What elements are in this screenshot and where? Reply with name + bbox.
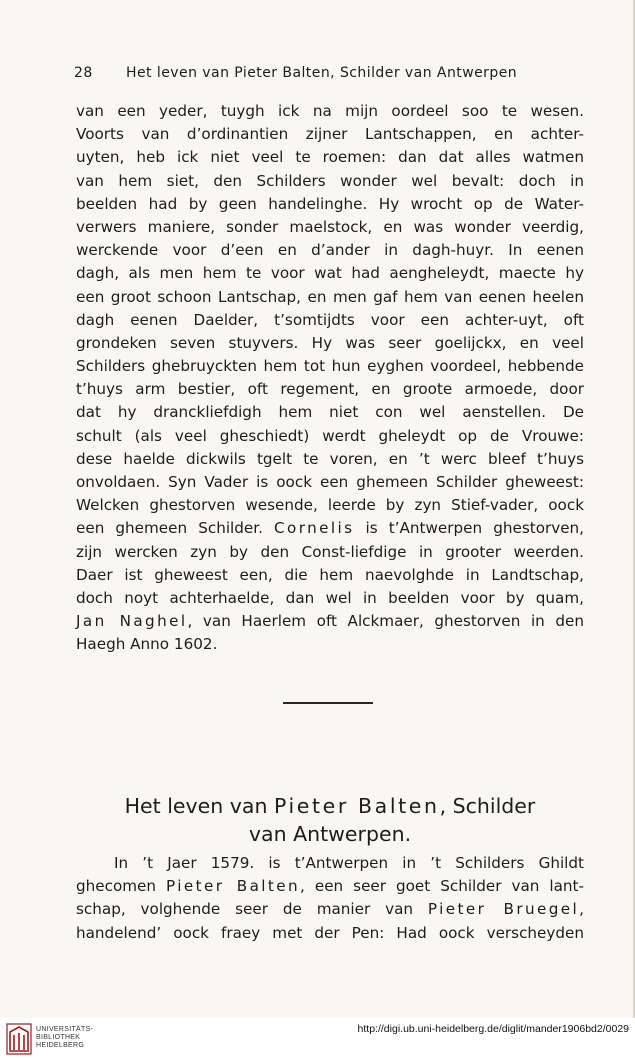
- text-line: handelend’ oock fraey met der Pen: Had oock verscheyden: [76, 923, 584, 942]
- text-line: t’huys arm bestier, oft regement, en groote armoede, door: [76, 380, 584, 399]
- text-run: , Schilder: [439, 794, 536, 818]
- library-name-line: UNIVERSITÄTS-: [36, 1026, 94, 1033]
- library-name-line: HEIDELBERG: [36, 1042, 85, 1049]
- text-line: dat hy dranckliefdigh hem niet con wel aenstellen. De: [76, 403, 584, 422]
- text-run: ,: [579, 900, 584, 919]
- text-line: dese haelde dickwils tgelt te voren, en ’t werc bleef t’huys: [76, 449, 584, 468]
- university-library-logo-icon: [6, 1023, 32, 1055]
- person-name: Cornelis: [274, 519, 355, 538]
- text-line: Welcken ghestorven wesende, leerde by zyn Stief-vader, oock: [76, 496, 584, 515]
- text-line: dagh eenen Daelder, t’somtijdts voor een achter-uyt, oft: [76, 310, 584, 329]
- text-line: schult (als veel gheschiedt) werdt gheleydt op de Vrouwe:: [76, 426, 584, 445]
- text-line: onvoldaen. Syn Vader is oock een ghemeen Schilder gheweest:: [76, 473, 584, 491]
- text-line: werckende voor d’een en d’ander in dagh-huyr. In eenen: [76, 241, 584, 260]
- text-line: Haegh Anno 1602.: [76, 635, 218, 654]
- text-line: Schilders ghebruyckten hem tot hun eyghen voordeel, hebbende: [76, 357, 584, 376]
- text-line: een groot schoon Lantschap, en men gaf hem van eenen heelen: [76, 287, 584, 306]
- library-name-line: BIBLIOTHEK: [36, 1034, 81, 1041]
- text-line: uyten, heb ick niet veel te roemen: dan dat alles watmen: [76, 148, 584, 167]
- section-divider: [283, 702, 373, 704]
- text-line: doch noyt achterhaelde, dan wel in beelden voor by quam,: [76, 588, 584, 607]
- person-name: Pieter Balten: [166, 877, 301, 896]
- text-run: ghecomen: [76, 877, 157, 896]
- person-name: Pieter Bruegel: [427, 900, 580, 919]
- running-header: [74, 65, 584, 81]
- library-name: [36, 1026, 93, 1050]
- source-url-link[interactable]: http://digi.ub.uni-heidelberg.de/diglit/mander1906bd2/0029: [357, 1023, 629, 1035]
- text-run: , van Haerlem oft Alckmaer, ghestorven in den: [187, 612, 584, 631]
- text-run: schap, volghende seer de manier van: [76, 900, 414, 919]
- text-line: [76, 517, 584, 540]
- chapter-title-line: [76, 792, 584, 820]
- text-line: zijn wercken zyn by den Const-liefdige in grooter weerden.: [76, 542, 584, 561]
- text-line: van hem siet, den Schilders wonder wel bevalt: doch in: [76, 171, 584, 190]
- text-line: Daer ist gheweest een, die hem naevolghde in Landtschap,: [76, 565, 584, 584]
- paragraph-2: [76, 852, 584, 945]
- person-name: Jan Naghel: [76, 612, 188, 631]
- text-line: [76, 898, 584, 921]
- text-run: , een seer goet Schilder van lant-: [300, 877, 584, 896]
- chapter-title-line: van Antwerpen.: [248, 822, 412, 846]
- page-number: 28: [74, 65, 93, 81]
- text-run: is t’Antwerpen ghestorven,: [365, 519, 585, 538]
- text-line: verwers maniere, sonder maelstock, en was wonder veerdig,: [76, 217, 584, 236]
- text-line: [76, 610, 584, 633]
- text-run: Het leven van: [124, 794, 268, 818]
- text-line: beelden had by geen handelinghe. Hy wrocht op de Water-: [76, 194, 584, 213]
- paragraph-1: [76, 100, 584, 657]
- chapter-title: [76, 792, 584, 848]
- person-name: Pieter Balten: [274, 794, 440, 818]
- text-line: [76, 875, 584, 898]
- running-title: Het leven van Pieter Balten, Schilder van Antwerpen: [126, 65, 518, 81]
- text-line: van een yeder, tuygh ick na mijn oordeel soo te wesen.: [76, 102, 584, 120]
- text-line: In ’t Jaer 1579. is t’Antwerpen in ’t Schilders Ghildt: [114, 854, 584, 872]
- text-line: Voorts van d’ordinantien zijner Lantschappen, en achter-: [76, 125, 584, 144]
- text-line: dagh, als men hem te voor wat had aengheleydt, maecte hy: [76, 264, 584, 283]
- text-line: grondeken seven stuyvers. Hy was seer goelijckx, en veel: [76, 333, 584, 352]
- text-run: een ghemeen Schilder.: [76, 519, 263, 538]
